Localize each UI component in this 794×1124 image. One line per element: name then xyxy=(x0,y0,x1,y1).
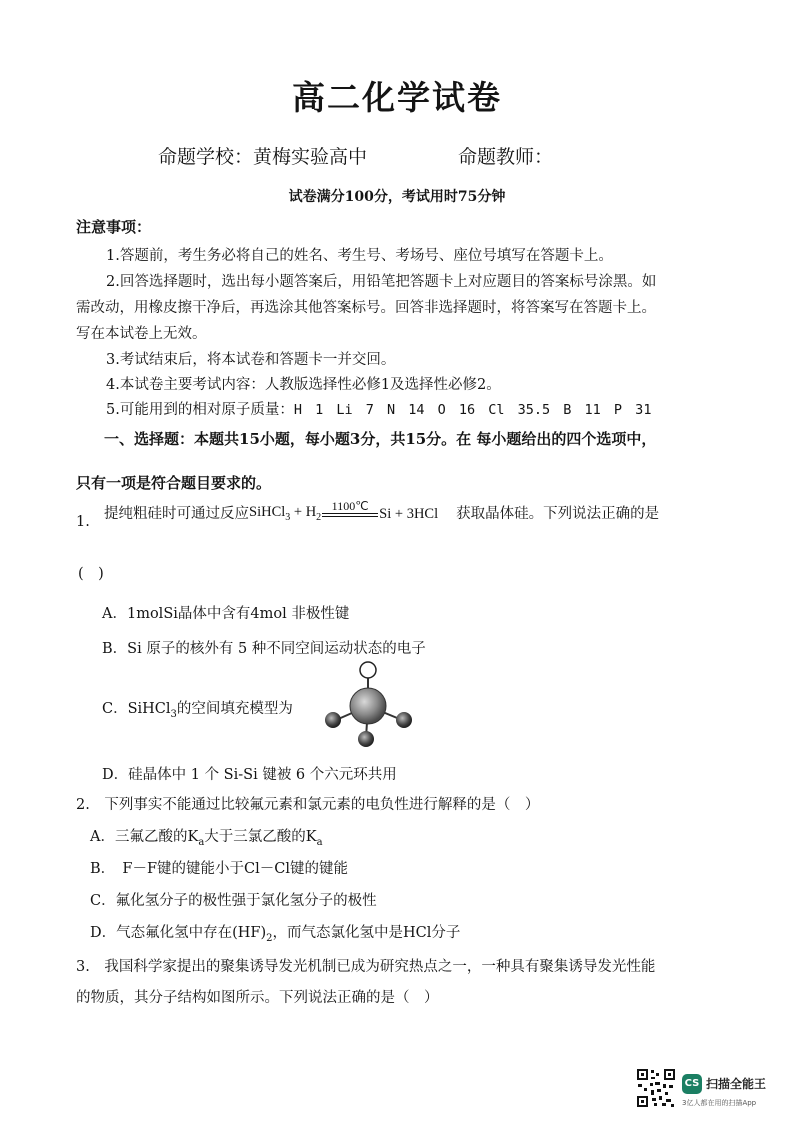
exam-meta: 试卷满分100分，考试用时75分钟 xyxy=(288,189,506,205)
q2-stem: 2. 下列事实不能通过比较氟元素和氯元素的电负性进行解释的是（ ） xyxy=(76,797,540,813)
sihcl3-model-figure xyxy=(318,660,418,750)
camscanner-logo-icon: CS xyxy=(682,1074,702,1094)
section-1-line-1: 一、选择题：本题共15小题，每小题3分，共15分。在 每小题给出的四个选项中， xyxy=(104,430,657,448)
note-5 xyxy=(106,398,651,419)
q2-option-a-pre: A．三氟乙酸的K xyxy=(90,829,199,845)
note-1: 1.答题前，考生务必将自己的姓名、考生号、考场号、座位号填写在答题卡上。 xyxy=(106,248,613,264)
school-line: 命题学校：黄梅实验高中 xyxy=(158,146,368,168)
q2-option-d-sub: 2 xyxy=(266,932,273,944)
camscanner-name: 扫描全能王 xyxy=(706,1077,767,1091)
q2-option-a-mid: 大于三氯乙酸的K xyxy=(204,829,317,845)
q1-stem-pre: 提纯粗硅时可通过反应 xyxy=(104,506,249,522)
q2-option-c: C．氟化氢分子的极性强于氯化氢分子的极性 xyxy=(90,893,377,909)
q1-option-c-sub: 3 xyxy=(170,708,177,720)
q1-stem xyxy=(104,500,659,524)
q1-plus-h: + H xyxy=(290,504,317,521)
hydrogen-atom xyxy=(360,662,376,678)
q1-option-c xyxy=(102,697,293,720)
note-2-line-2: 需改动，用橡皮擦干净后，再选涂其他答案标号。回答非选择题时，将答案写在答题卡上。 xyxy=(76,300,656,316)
silicon-atom xyxy=(350,688,386,724)
q1-reactant-1-sub: 3 xyxy=(285,512,291,523)
q1-reaction-arrow xyxy=(322,500,378,524)
q1-product: Si + 3HCl xyxy=(379,506,439,522)
q1-h2-sub: 2 xyxy=(316,512,322,523)
q2-option-d-pre: D．气态氟化氢中存在(HF) xyxy=(90,925,267,941)
q1-number: 1. xyxy=(76,514,90,530)
q3-stem-line-2: 的物质，其分子结构如图所示。下列说法正确的是（ ） xyxy=(76,990,439,1006)
atomic-masses: H 1 Li 7 N 14 O 16 Cl 35.5 B 11 P 31 xyxy=(293,402,652,418)
chlorine-atom-left xyxy=(325,712,341,728)
q1-option-a: A．1molSi晶体中含有4mol 非极性键 xyxy=(102,606,350,622)
note-5-label: 5.可能用到的相对原子质量： xyxy=(106,402,294,418)
q1-answer-paren: ( ) xyxy=(78,566,104,582)
q1-option-c-pre: C．SiHCl xyxy=(102,701,171,717)
notes-heading: 注意事项： xyxy=(76,218,152,236)
q2-option-d-post: ，而气态氯化氢中是HCl分子 xyxy=(272,925,461,941)
q2-option-a xyxy=(90,825,323,848)
q1-option-c-post: 的空间填充模型为 xyxy=(176,701,293,717)
q1-condition: 1100℃ xyxy=(322,500,378,514)
q1-option-b: B．Si 原子的核外有 5 种不同空间运动状态的电子 xyxy=(102,641,426,657)
q2-option-a-sub-2: a xyxy=(316,836,323,848)
q1-option-d: D．硅晶体中 1 个 Si-Si 键被 6 个六元环共用 xyxy=(102,767,397,783)
page-title: 高二化学试卷 xyxy=(292,78,502,117)
qr-code xyxy=(636,1068,676,1108)
note-2-line-3: 写在本试卷上无效。 xyxy=(76,326,207,342)
q1-reactant-1: SiHCl xyxy=(249,504,286,521)
section-1-line-2: 只有一项是符合题目要求的。 xyxy=(76,474,272,492)
q2-option-d xyxy=(90,921,460,944)
q1-stem-post: 获取晶体硅。下列说法正确的是 xyxy=(456,506,660,522)
q2-option-b: B． F－F键的键能小于Cl－Cl键的键能 xyxy=(90,861,348,877)
note-2-line-1: 2.回答选择题时，选出每小题答案后，用铅笔把答题卡上对应题目的答案标号涂黑。如 xyxy=(106,274,657,290)
chlorine-atom-bottom xyxy=(358,731,374,747)
note-3: 3.考试结束后，将本试卷和答题卡一并交回。 xyxy=(106,352,396,368)
note-4: 4.本试卷主要考试内容：人教版选择性必修1及选择性必修2。 xyxy=(106,377,501,393)
chlorine-atom-right xyxy=(396,712,412,728)
teacher-line: 命题教师： xyxy=(458,146,554,168)
q2-option-a-sub-1: a xyxy=(198,836,205,848)
q3-stem-line-1: 3. 我国科学家提出的聚集诱导发光机制已成为研究热点之一，一种具有聚集诱导发光性能 xyxy=(76,959,656,975)
camscanner-tagline: 3亿人都在用的扫描App xyxy=(682,1099,757,1107)
